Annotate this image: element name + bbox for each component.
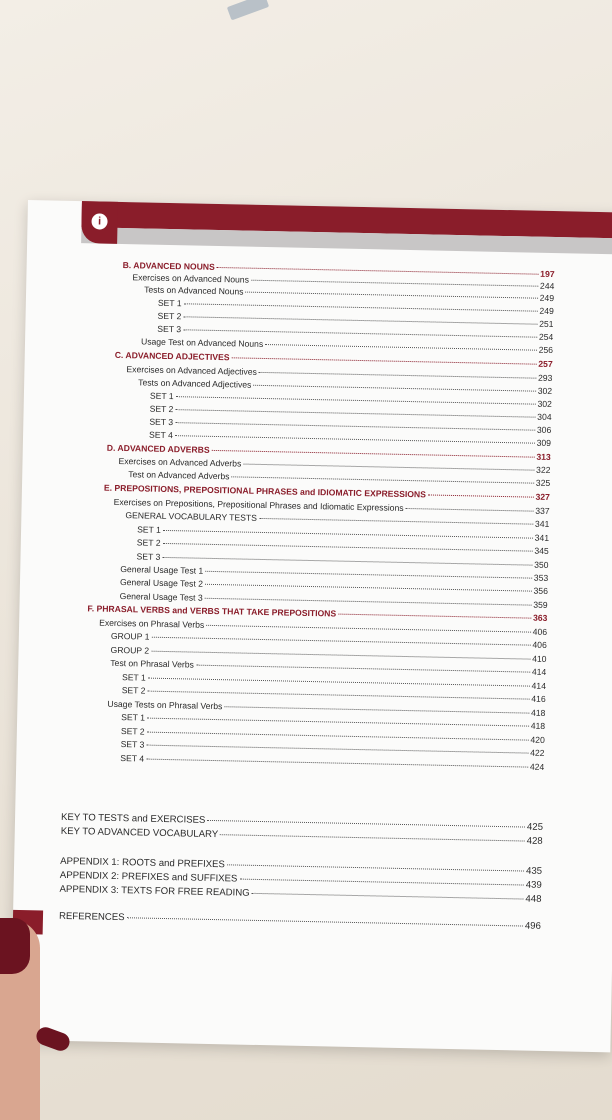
toc-page-number: 249	[539, 305, 554, 317]
toc-entry-title: B. ADVANCED NOUNS	[122, 259, 215, 272]
toc-dot-leader	[239, 879, 523, 886]
toc-page-number: 496	[524, 920, 542, 932]
toc-dot-leader	[212, 450, 535, 458]
toc-dot-leader	[217, 267, 538, 275]
toc-dot-leader	[428, 494, 534, 497]
toc-page-number: 414	[531, 680, 547, 691]
toc-dot-leader	[146, 745, 528, 754]
toc-page-number: 197	[540, 268, 555, 280]
toc-dot-leader	[148, 678, 530, 687]
toc-dot-leader	[147, 718, 529, 727]
toc-entry-title: General Usage Test 1	[120, 564, 204, 576]
toc-dot-leader	[338, 614, 531, 619]
toc-page-number: 304	[537, 411, 552, 423]
toc-entry-title: SET 1	[121, 712, 146, 723]
toc-entry-title: Exercises on Phrasal Verbs	[99, 617, 205, 630]
toc-entry-title: SET 2	[136, 537, 161, 548]
toc-entry-title: GENERAL VOCABULARY TESTS	[125, 510, 257, 523]
toc-page-number: 337	[535, 505, 550, 516]
toc-dot-leader	[265, 344, 536, 351]
toc-entry-title: SET 3	[120, 739, 145, 750]
toc-dot-leader	[127, 917, 523, 926]
toc-page-number: 439	[525, 879, 542, 891]
toc-entry-title: APPENDIX 2: PREFIXES and SUFFIXES	[59, 869, 238, 885]
table-of-contents	[10, 200, 612, 1052]
toc-page-number: 353	[533, 572, 549, 583]
toc-page-number: 410	[532, 653, 547, 664]
toc-entry-title: KEY TO ADVANCED VOCABULARY	[60, 825, 219, 841]
toc-dot-leader	[176, 396, 536, 405]
toc-page-number: 424	[529, 761, 545, 772]
toc-page-number: 322	[536, 464, 551, 475]
toc-page-number: 302	[537, 398, 552, 410]
toc-entry-title: Tests on Advanced Nouns	[144, 284, 244, 297]
toc-page-number: 356	[533, 585, 549, 596]
toc-page-number: 420	[530, 734, 545, 745]
toc-page-number: 359	[533, 599, 548, 610]
toc-entry-title: KEY TO TESTS and EXERCISES	[60, 811, 206, 826]
toc-dot-leader	[175, 409, 535, 418]
toc-page-number: 327	[535, 491, 550, 502]
toc-entry-title: REFERENCES	[58, 910, 125, 924]
toc-dot-leader	[245, 292, 537, 299]
toc-entry-title: SET 4	[149, 429, 173, 441]
toc-dot-leader	[243, 464, 534, 471]
toc-page-number: 425	[526, 821, 544, 833]
toc-dot-leader	[251, 280, 538, 287]
toc-entry-title: Exercises on Prepositions, Prepositional Phrases and Idiomatic Expressions	[113, 496, 404, 513]
toc-entry-title: General Usage Test 2	[119, 577, 204, 589]
toc-dot-leader	[252, 893, 524, 900]
toc-dot-leader	[146, 759, 528, 768]
toc-entry-title: SET 3	[136, 551, 161, 562]
toc-page-number: 306	[536, 424, 552, 436]
toc-entry-title: Usage Test on Advanced Nouns	[140, 336, 264, 349]
toc-dot-leader	[259, 518, 533, 525]
toc-dot-leader	[259, 372, 536, 379]
toc-entry-title: GROUP 2	[110, 644, 150, 656]
toc-page-number: 341	[534, 532, 550, 543]
toc-entry	[59, 911, 541, 935]
toc-entry-title: Exercises on Advanced Adverbs	[118, 455, 242, 469]
toc-dot-leader	[253, 385, 535, 392]
toc-dot-leader	[227, 864, 524, 871]
toc-entry-title: Test on Advanced Adverbs	[128, 469, 230, 482]
toc-entry-title: GROUP 1	[110, 630, 150, 642]
toc-dot-leader	[183, 316, 537, 324]
toc-dot-leader	[151, 637, 530, 646]
toc-dot-leader	[163, 543, 533, 552]
toc-page-number: 418	[530, 707, 546, 718]
toc-page-number: 418	[530, 720, 546, 731]
toc-page-number: 414	[531, 666, 547, 677]
toc-entry-title: General Usage Test 3	[119, 591, 203, 603]
toc-entry-title: C. ADVANCED ADJECTIVES	[114, 349, 230, 363]
toc-entry-title: SET 1	[149, 390, 174, 402]
toc-dot-leader	[206, 625, 531, 633]
toc-dot-leader	[205, 571, 532, 579]
toc-page-number: 244	[539, 280, 555, 292]
toc-page-number: 309	[536, 437, 552, 449]
toc-page-number: 325	[535, 477, 551, 488]
toc-page-number: 257	[538, 358, 553, 370]
toc-dot-leader	[147, 691, 529, 700]
toc-page-number: 428	[526, 835, 543, 847]
toc-entry-title: SET 2	[120, 726, 145, 737]
toc-dot-leader	[220, 834, 524, 841]
toc-dot-leader	[184, 303, 538, 311]
toc-entry-title: Test on Phrasal Verbs	[110, 657, 195, 670]
toc-page-number: 345	[534, 545, 549, 556]
toc-dot-leader	[205, 598, 532, 606]
toc-dot-leader	[207, 820, 525, 828]
toc-dot-leader	[175, 435, 535, 444]
toc-page-number: 448	[525, 893, 542, 905]
toc-dot-leader	[406, 508, 534, 512]
toc-entry-title: Usage Tests on Phrasal Verbs	[107, 698, 223, 712]
toc-entry-title: APPENDIX 3: TEXTS FOR FREE READING	[59, 883, 250, 899]
toc-page-number: 416	[531, 693, 546, 704]
toc-page-number: 341	[534, 518, 550, 529]
toc-entry-title: SET 2	[149, 403, 174, 415]
toc-page-number: 249	[539, 292, 555, 304]
toc-entry-title: E. PREPOSITIONS, PREPOSITIONAL PHRASES and IDIOMATIC EXPRESSIONS	[103, 482, 427, 500]
book-page	[10, 200, 612, 1052]
publisher-logo-icon: i	[91, 213, 107, 229]
toc-dot-leader	[163, 530, 533, 539]
toc-entry-title: Exercises on Advanced Nouns	[132, 272, 250, 285]
toc-entry-title: SET 2	[121, 685, 146, 696]
toc-entry-title: SET 3	[149, 416, 174, 428]
toc-dot-leader	[183, 329, 537, 337]
toc-dot-leader	[151, 651, 530, 660]
toc-page-number: 256	[538, 344, 554, 356]
toc-page-number: 350	[534, 559, 549, 570]
toc-dot-leader	[175, 422, 535, 431]
toc-dot-leader	[224, 706, 529, 713]
toc-entry-title: D. ADVANCED ADVERBS	[106, 442, 210, 455]
toc-entry-title: SET 1	[137, 524, 161, 535]
toc-page-number: 406	[532, 626, 548, 637]
toc-entry-title: Exercises on Advanced Adjectives	[126, 364, 257, 377]
toc-dot-leader	[232, 476, 534, 483]
toc-dot-leader	[147, 732, 529, 741]
toc-dot-leader	[162, 557, 532, 566]
toc-entry-title: APPENDIX 1: ROOTS and PREFIXES	[60, 855, 225, 871]
toc-dot-leader	[196, 665, 530, 673]
toc-page-number: 422	[530, 747, 545, 758]
toc-page-number: 435	[525, 865, 543, 877]
toc-entry-title: F. PHRASAL VERBS and VERBS THAT TAKE PREPOSITIONS	[87, 603, 337, 619]
toc-page-number: 251	[539, 318, 554, 330]
toc-entry-title: SET 1	[121, 672, 146, 683]
toc-page-number: 363	[532, 612, 548, 623]
toc-entry-title: SET 3	[157, 323, 182, 335]
toc-page-number: 293	[537, 372, 553, 384]
toc-entry-title: SET 1	[157, 297, 182, 309]
toc-page-number: 302	[537, 385, 553, 397]
toc-page-number: 406	[532, 639, 547, 650]
toc-dot-leader	[231, 357, 536, 364]
toc-entry-title: SET 2	[157, 310, 182, 322]
toc-page-number: 313	[536, 451, 551, 463]
toc-entry-title: SET 4	[120, 753, 145, 764]
fingernail	[0, 918, 30, 974]
toc-dot-leader	[205, 584, 532, 592]
toc-page-number: 254	[538, 331, 554, 343]
toc-entry-title: Tests on Advanced Adjectives	[138, 377, 252, 390]
